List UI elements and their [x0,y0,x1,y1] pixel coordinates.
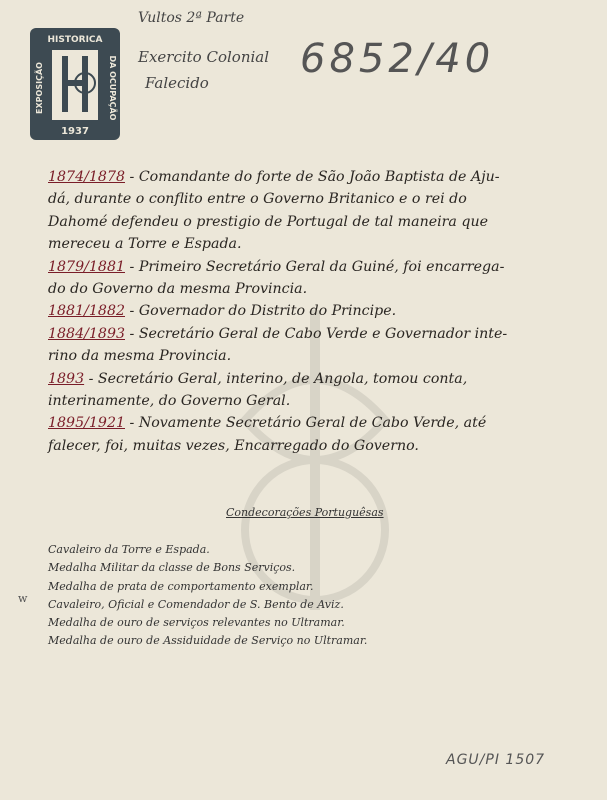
entry-2-line-2: do do Governo da mesma Provincia. [48,281,308,298]
entry-period: 1895/1921 [48,415,125,432]
svg-text:1937: 1937 [61,126,89,137]
entry-3-line-1 [48,300,588,322]
entry-text: - Primeiro Secretário Geral da Guiné, foi encarrega- [125,258,505,275]
note-falecido: Falecido [145,74,209,92]
entry-4-line-1 [48,323,588,345]
decoration-item: Cavaleiro, Oficial e Comendador de S. Bento de Aviz. [48,597,344,611]
entry-1-line-4: mereceu a Torre e Espada. [48,236,242,253]
entry-1-line-2: dá, durante o conflito entre o Governo Britanico e o rei do [48,191,467,208]
entry-period: 1879/1881 [48,258,125,275]
margin-mark: w [18,592,28,605]
entry-1-line-3: Dahomé defendeu o prestigio de Portugal de tal maneira que [48,213,489,230]
note-exercito-colonial: Exercito Colonial [138,48,270,66]
entry-text: - Secretário Geral, interino, de Angola, tomou conta, [84,370,468,387]
svg-text:HISTORICA: HISTORICA [47,35,103,45]
entry-text: - Novamente Secretário Geral de Cabo Verde, até [125,415,487,432]
decoration-item: Medalha de ouro de Assiduidade de Serviço no Ultramar. [48,634,368,648]
reference-number: 6852/40 [300,36,495,82]
decoration-item: Cavaleiro da Torre e Espada. [48,543,210,556]
entry-1-line-1 [48,166,588,188]
entry-period: 1881/1882 [48,303,125,320]
exhibition-seal [30,28,120,140]
entry-period: 1893 [48,370,85,387]
svg-text:DA OCUPAÇÃO: DA OCUPAÇÃO [108,55,117,121]
decoration-item: Medalha de ouro de serviços relevantes no Ultramar. [48,616,345,630]
career-entries [48,166,588,457]
entry-6-line-1 [48,412,588,434]
decoration-item: Medalha Militar da classe de Bons Serviços. [48,561,296,575]
decorations-title: Condecorações Portuguêsas [226,506,384,519]
decorations-list [48,541,367,651]
entry-text: - Comandante do forte de São João Baptista de Aju- [125,169,500,185]
svg-text:EXPOSIÇÃO: EXPOSIÇÃO [35,62,44,114]
entry-6-line-2: falecer, foi, muitas vezes, Encarregado do Governo. [48,437,419,454]
entry-5-line-1 [48,368,588,390]
entry-2-line-1 [48,256,588,278]
archive-code: AGU/PI 1507 [446,752,546,768]
entry-text: - Secretário Geral de Cabo Verde e Governador inte- [125,325,508,342]
entry-period: 1884/1893 [48,325,125,342]
entry-5-line-2: interinamente, do Governo Geral. [48,393,291,410]
entry-text: - Governador do Distrito do Principe. [125,303,397,320]
entry-4-line-2: rino da mesma Provincia. [48,348,232,365]
decoration-item: Medalha de prata de comportamento exemplar. [48,579,314,593]
entry-period: 1874/1878 [48,169,125,185]
note-vultos: Vultos 2ª Parte [138,10,245,26]
